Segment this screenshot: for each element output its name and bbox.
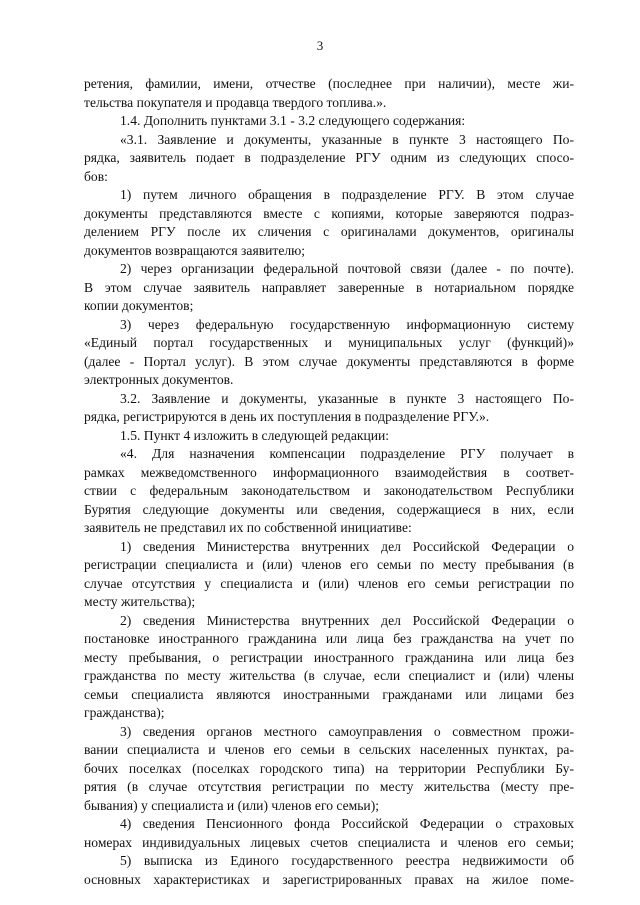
page-number: 3 [316, 38, 324, 53]
text-line: месту пребывания, о регистрации иностранного гражданина или лица без [84, 649, 574, 665]
text-line: 3.2. Заявление и документы, указанные в пункте 3 настоящего По- [120, 390, 574, 406]
text-line: (далее - Портал услуг). В этом случае документы представляются в форме [84, 353, 574, 369]
text-line: рядка, регистрируются в день их поступления в подразделение РГУ.». [84, 409, 490, 424]
text-line: рядка, заявитель подает в подразделение РГУ одним из следующих спосо- [84, 150, 574, 165]
text-line: Бурятия следующие документы или сведения, содержащиеся в них, если [84, 501, 574, 517]
text-line: документы представляются вместе с копиями, которые заверяются подраз- [84, 205, 574, 221]
text-line: В этом случае заявитель направляет заверенные в нотариальном порядке [84, 279, 574, 295]
text-line: случае отсутствия у специалиста и (или) членов его семьи регистрации по [84, 575, 574, 591]
text-line: 5) выписка из Единого государственного реестра недвижимости об [120, 853, 574, 868]
text-line: 2) через организации федеральной почтовой связи (далее - по почте). [120, 261, 574, 276]
text-line: 1.4. Дополнить пунктами 3.1 - 3.2 следующего содержания: [120, 113, 466, 128]
text-line: вании специалиста и членов его семьи в сельских населенных пунктах, ра- [84, 742, 574, 757]
text-line: заявитель не представил их по собственной инициативе: [84, 520, 412, 535]
text-line: семьи специалиста являются иностранными гражданами или лицами без [84, 686, 574, 702]
text-line: бов: [84, 168, 108, 184]
text-line: делением РГУ после их сличения с оригиналами документов, оригиналы [84, 224, 574, 239]
text-line: бывания) у специалиста и (или) членов его семьи); [84, 797, 380, 813]
text-line: 1) сведения Министерства внутренних дел Российской Федерации о [120, 538, 574, 554]
text-line: ствии с федеральным законодательством и законодательством Республики [84, 483, 574, 498]
text-line: документов возвращаются заявителю; [84, 242, 306, 258]
text-line: копии документов; [84, 298, 194, 313]
text-line: 4) сведения Пенсионного фонда Российской Федерации о страховых [120, 816, 574, 831]
text-line: гражданства по месту жительства (в случае, если специалист и (или) члены [84, 668, 574, 683]
text-line: гражданства); [84, 705, 165, 720]
text-line: 3) сведения органов местного самоуправления о совместном прожи- [120, 723, 574, 739]
text-line: 3) через федеральную государственную информационную систему [120, 316, 574, 332]
text-line: ретения, фамилии, имени, отчестве (последнее при наличии), месте жи- [84, 76, 574, 91]
text-line: «4. Для назначения компенсации подразделение РГУ получает в [120, 446, 574, 461]
text-line: бочих поселках (поселках городского типа) на территории Республики Бу- [84, 760, 574, 776]
text-line: номерах индивидуальных лицевых счетов специалиста и членов его семьи; [84, 834, 574, 850]
text-line: 2) сведения Министерства внутренних дел Российской Федерации о [120, 612, 574, 628]
text-line: 1) путем личного обращения в подразделение РГУ. В этом случае [120, 187, 574, 202]
text-line: месту жительства); [84, 594, 196, 609]
text-line: рятия (в случае отсутствия регистрации по месту жительства (месту пре- [84, 779, 574, 794]
text-line: «3.1. Заявление и документы, указанные в пункте 3 настоящего По- [120, 131, 574, 147]
document-body [84, 75, 574, 889]
text-line: основных характеристиках и зарегистрированных правах на жилое поме- [84, 871, 574, 887]
text-line: рамках межведомственного информационного взаимодействия в соответ- [84, 464, 574, 480]
text-line: регистрации специалиста и (или) членов его семьи по месту пребывания (в [84, 557, 574, 572]
text-line: постановке иностранного гражданина или лица без гражданства на учет по [84, 631, 574, 646]
text-line: тельства покупателя и продавца твердого топлива.». [84, 94, 387, 110]
text-line: 1.5. Пункт 4 изложить в следующей редакции: [120, 427, 390, 443]
text-line: электронных документов. [84, 372, 234, 387]
text-line: «Единый портал государственных и муниципальных услуг (функций)» [84, 335, 574, 350]
